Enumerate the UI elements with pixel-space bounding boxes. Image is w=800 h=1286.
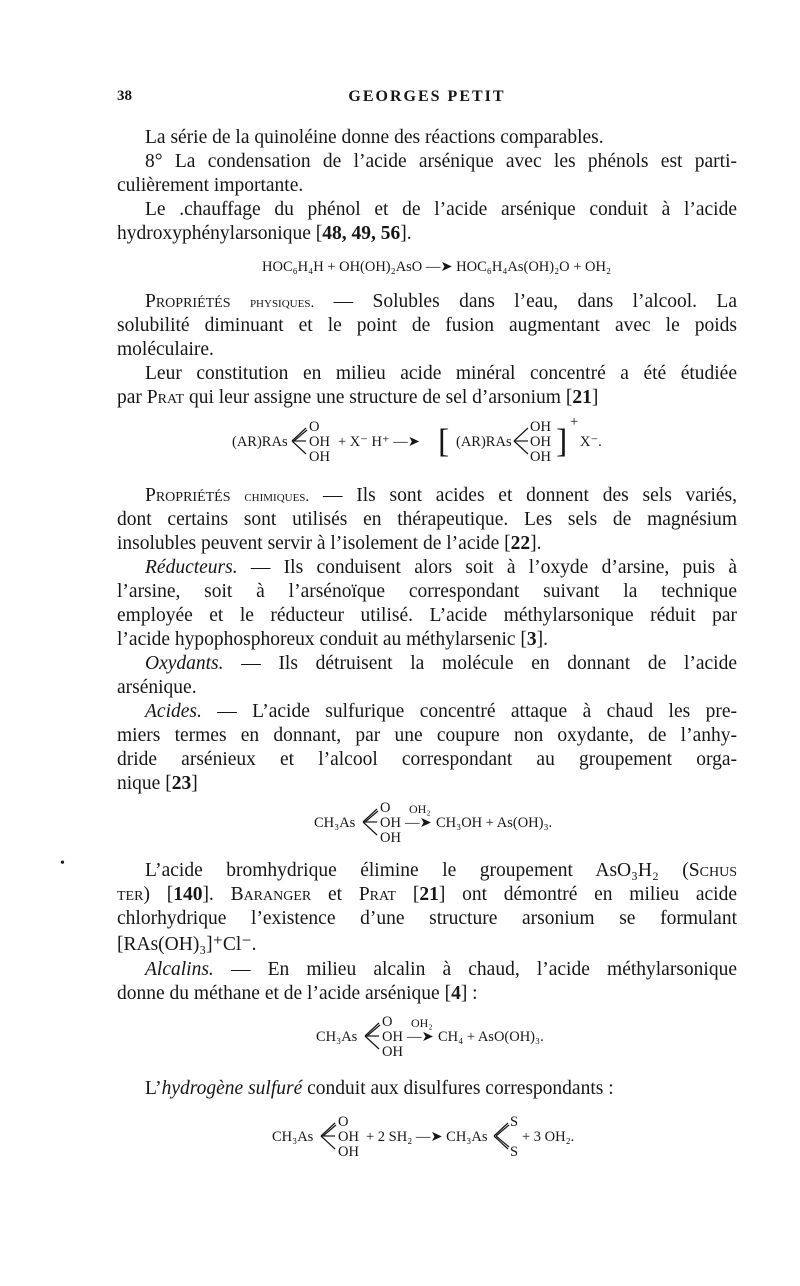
margin-mark: • — [60, 856, 65, 871]
text-run: conduit aux disulfures correspondants : — [302, 1078, 614, 1099]
citation-ref: 3 — [526, 629, 537, 650]
text-run: ]. — [536, 629, 549, 650]
section-title — [145, 485, 309, 506]
citation-ref: 21 — [572, 387, 592, 408]
bond-lines — [319, 1119, 337, 1153]
paragraph-alcalins-line1 — [117, 958, 737, 982]
eq-right: CH₃OH + As(OH)₃. — [436, 815, 553, 831]
text-run: hydroxyphénylarsonique [ — [117, 223, 323, 244]
text-run: et — [311, 884, 359, 905]
citation-ref: 22 — [510, 533, 531, 554]
text-run: donne du méthane et de l’acide arsénique [ — [117, 983, 452, 1004]
text-run: physiques. — [249, 295, 315, 311]
author-name: Schus — [688, 860, 737, 881]
section-title — [145, 291, 314, 312]
eq-left: CH₃As — [272, 1129, 314, 1145]
author-name: Prat — [146, 387, 185, 408]
eq-oh: OH — [309, 434, 330, 450]
text-run: ]. — [530, 533, 542, 554]
paragraph-oxydants-line2: arsénique. — [117, 677, 197, 698]
running-header — [117, 88, 737, 112]
citation-ref: 21 — [419, 884, 439, 905]
text-run: — L’acide sulfurique concentré attaque à chaud les pre- — [201, 701, 737, 722]
eq-mid: + 2 SH₂ —➤ CH₃As — [366, 1129, 488, 1145]
eq-o: O — [382, 1014, 393, 1030]
paragraph-acides-line2: miers termes en donnant, par une coupure non oxydante, de l’anhy- — [117, 725, 737, 746]
bond-lines — [512, 424, 530, 458]
eq-oh: OH — [309, 449, 330, 465]
section-title: Oxydants. — [145, 653, 224, 674]
eq-oh: OH — [380, 830, 401, 846]
eq-left: CH₃As — [314, 815, 356, 831]
paragraph-reducteurs-line1 — [117, 556, 737, 580]
page-number: 38 — [117, 88, 132, 104]
text-run: ] — [591, 387, 599, 408]
text-run: ] ont démontré en milieu acide — [438, 884, 737, 905]
paragraph-physiques-line3: moléculaire. — [117, 339, 214, 360]
paragraph-condensation-line1: 8° La condensation de l’acide arsénique avec les phénols est parti- — [145, 151, 737, 172]
eq-arrow: —➤ — [405, 815, 432, 831]
citation-refs: 48, 49, 56 — [322, 223, 401, 244]
paragraph-acides-line3: dride arsénieux et l’alcool correspondant au groupement orga- — [117, 749, 737, 770]
text-run: L’ — [145, 1078, 162, 1099]
eq-o: O — [309, 419, 320, 435]
text-run: ]. — [202, 884, 231, 905]
section-title: Acides. — [145, 701, 202, 722]
paragraph-chauffage-line1: Le .chauffage du phénol et de l’acide arsénique conduit à l’acide — [145, 199, 737, 220]
text-run: chimiques. — [244, 489, 310, 505]
text-run: par — [117, 387, 147, 408]
eq-o: O — [380, 800, 391, 816]
text-run: — En milieu alcalin à chaud, l’acide méthylarsonique — [213, 959, 737, 980]
eq-oh: OH — [338, 1144, 359, 1160]
paragraph-bromhydrique-line1 — [117, 859, 737, 883]
paragraph-bromhydrique-line4: [RAs(OH)₃]⁺Cl⁻. — [117, 934, 257, 955]
eq-bracket: [ — [438, 423, 450, 460]
eq-oh: OH — [382, 1029, 403, 1045]
paragraph-bromhydrique-line2 — [117, 883, 737, 907]
eq-over: OH₂ — [411, 1016, 433, 1030]
paragraph-reducteurs-line2: l’arsine, soit à l’arsénoïque correspondant suivant la technique — [117, 581, 737, 602]
eq-left: CH₃As — [316, 1029, 358, 1045]
section-title: Alcalins. — [145, 959, 214, 980]
paragraph-chimiques-line2: dont certains sont utilisés en thérapeutique. Les sels de magnésium — [117, 509, 737, 530]
text-run: insolubles peuvent servir à l’isolement de l’acide [ — [117, 533, 511, 554]
text-run: — Ils conduisent alors soit à l’oxyde d’arsine, puis à — [237, 557, 737, 578]
text-run: L’acide bromhydrique élimine le groupement AsO₃H₂ ( — [145, 860, 689, 881]
eq-anion: X⁻. — [580, 434, 602, 450]
paragraph-constitution-line2 — [117, 386, 737, 410]
eq-oh: OH — [530, 434, 551, 450]
text-run: — Ils détruisent la molécule en donnant de l’acide — [223, 653, 737, 674]
paragraph-acides-line4 — [117, 772, 737, 796]
author-name: ter — [117, 884, 144, 905]
eq-bracket: ] — [556, 423, 568, 460]
eq-o: O — [338, 1114, 349, 1130]
bond-lines — [361, 805, 379, 839]
eq-arrow: + X⁻ H⁺ —➤ — [338, 434, 420, 450]
text-run: — Ils sont acides et donnent des sels variés, — [309, 485, 737, 506]
section-title: Réducteurs. — [145, 557, 238, 578]
text-run: l’acide hypophosphoreux conduit au méthylarsenic [ — [117, 629, 527, 650]
text-run: –– Solubles dans l’eau, dans l’alcool. La — [314, 291, 737, 312]
bond-lines — [363, 1019, 381, 1053]
equation-phenol: HOC₆H₄H + OH(OH)₂AsO —➤ HOC₆H₄As(OH)₂O + OH₂ — [262, 259, 612, 275]
paragraph-condensation-line2: culièrement importante. — [117, 175, 304, 196]
text-run: qui leur assigne une structure de sel d’arsonium [ — [184, 387, 573, 408]
bond-lines — [290, 424, 308, 458]
eq-oh: OH — [382, 1044, 403, 1060]
eq-oh: OH — [380, 815, 401, 831]
eq-over: OH₂ — [409, 802, 431, 816]
eq-charge: + — [570, 414, 579, 430]
text-run: ) [ — [143, 884, 174, 905]
paragraph-bromhydrique-line3: chlorhydrique l’existence d’une structure arsonium se formulant — [117, 908, 737, 929]
citation-ref: 23 — [171, 773, 192, 794]
text-run: [ — [396, 884, 420, 905]
eq-s: S — [510, 1144, 519, 1160]
paragraph-chimiques-line3 — [117, 532, 737, 556]
eq-oh: OH — [530, 419, 551, 435]
citation-ref: 140 — [173, 884, 203, 905]
eq-s: S — [510, 1114, 519, 1130]
eq-inner: (AR)RAs — [456, 434, 512, 450]
citation-ref: 4 — [451, 983, 461, 1004]
text-run: Propriétés — [145, 485, 231, 506]
text-run: ] — [191, 773, 198, 794]
eq-right: CH₄ + AsO(OH)₃. — [438, 1029, 544, 1045]
text-run: Propriétés — [145, 291, 231, 312]
section-title: hydrogène sulfuré — [161, 1078, 303, 1099]
eq-oh: OH — [338, 1129, 359, 1145]
text-run: ]. — [400, 223, 412, 244]
eq-right: + 3 OH₂. — [522, 1129, 575, 1145]
author-name: Baranger — [230, 884, 312, 905]
paragraph-reducteurs-line3: employée et le réducteur utilisé. L’acide méthylarsonique réduit par — [117, 605, 737, 626]
paragraph-chimiques-line1 — [117, 484, 737, 509]
paragraph-constitution-line1: Leur constitution en milieu acide minéral concentré a été étudiée — [145, 363, 737, 384]
paragraph-reducteurs-line4 — [117, 628, 737, 652]
paragraph-acides-line1 — [117, 700, 737, 724]
paragraph-physiques-line1 — [117, 290, 737, 315]
paragraph-oxydants-line1 — [117, 652, 737, 676]
eq-left: (AR)RAs — [232, 434, 288, 450]
text-run: nique [ — [117, 773, 172, 794]
text-run: ] : — [460, 983, 478, 1004]
author-name: Prat — [358, 884, 397, 905]
paragraph-quinoleine: La série de la quinoléine donne des réactions comparables. — [145, 127, 604, 148]
bond-lines — [492, 1119, 510, 1153]
paragraph-hydrogene-sulfure — [117, 1077, 737, 1101]
paragraph-chauffage-line2 — [117, 222, 737, 246]
paragraph-physiques-line2: solubilité diminuant et le point de fusion augmentant avec le poids — [117, 315, 737, 336]
eq-arrow: —➤ — [407, 1029, 434, 1045]
eq-oh: OH — [530, 449, 551, 465]
paragraph-alcalins-line2 — [117, 982, 737, 1006]
running-title: GEORGES PETIT — [348, 88, 506, 105]
